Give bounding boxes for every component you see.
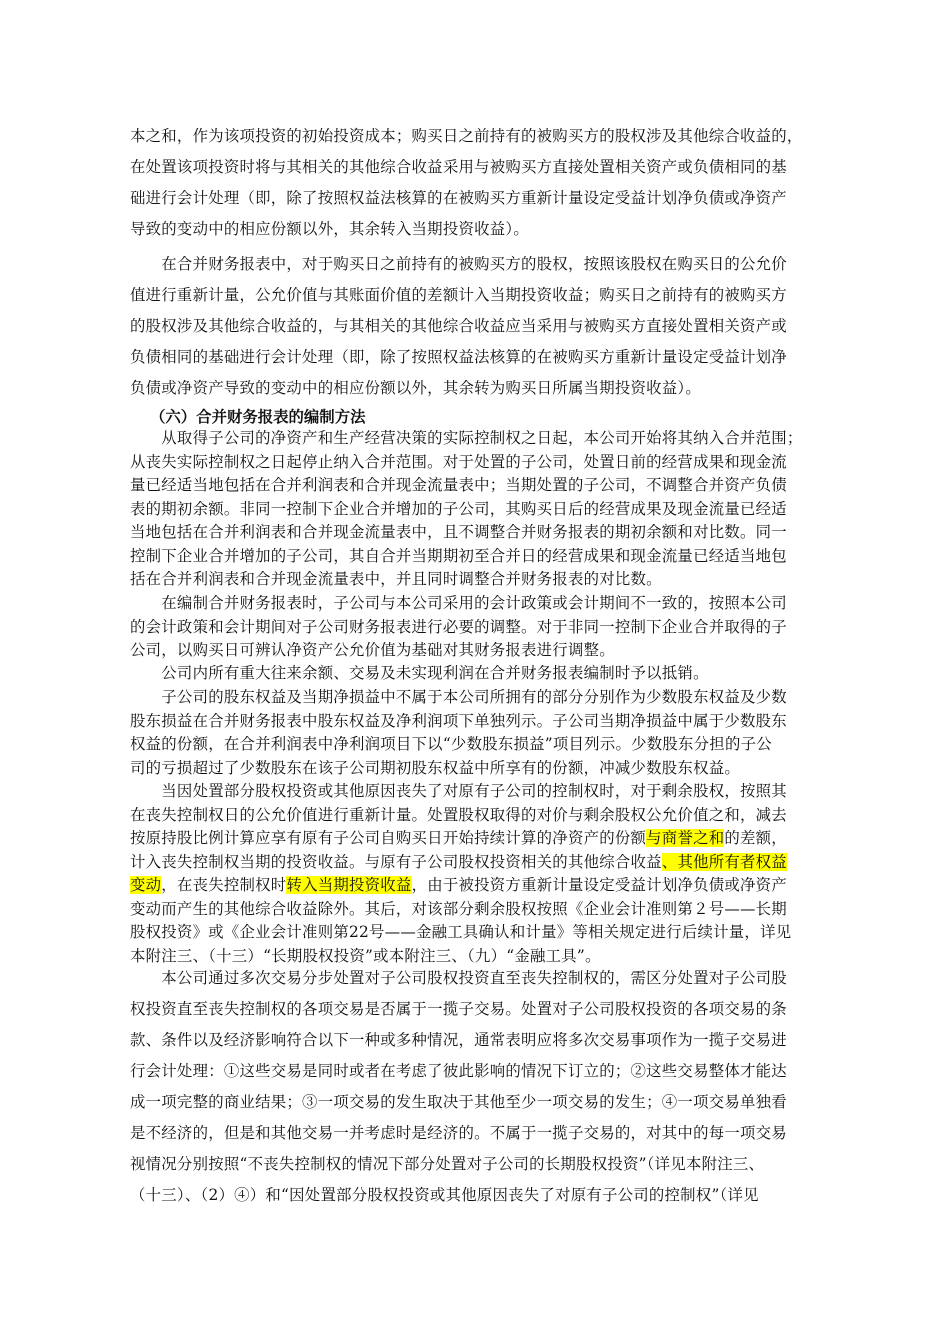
text-line: 当地包括在合并利润表和合并现金流量表中，且不调整合并财务报表的期初余额和对比数。同一 — [130, 523, 787, 541]
text-line: 行会计处理：①这些交易是同时或者在考虑了彼此影响的情况下订立的；②这些交易整体才能达 — [130, 1062, 787, 1080]
paragraph-accounting-policy-adjustment — [130, 592, 842, 663]
text-line: 值进行重新计量，公允价值与其账面价值的差额计入当期投资收益；购买日之前持有的被购买方 — [130, 286, 787, 304]
text-line: 股东损益在合并财务报表中股东权益及净利润项下单独列示。子公司当期净损益中属于少数股东 — [130, 711, 787, 730]
text-line: 负债相同的基础进行会计处理（即，除了按照权益法核算的在被购买方重新计量设定受益计划净 — [130, 348, 787, 366]
text-line: 的会计政策和会计期间对子公司财务报表进行必要的调整。对于非同一控制下企业合并取得的子 — [130, 617, 787, 636]
text-line: 在合并财务报表中，对于购买日之前持有的被购买方的股权，按照该股权在购买日的公允价 — [130, 255, 787, 273]
text-line: 控制下企业合并增加的子公司，其自合并当期期初至合并日的经营成果和现金流量已经适当地包 — [130, 546, 787, 565]
text-line: 公司，以购买日可辨认净资产公允价值为基础对其财务报表进行调整。 — [130, 641, 615, 659]
text-line: 子公司的股东权益及当期净损益中不属于本公司所拥有的部分分别作为少数股东权益及少数 — [130, 688, 787, 706]
section-heading: （六）合并财务报表的编制方法 — [150, 408, 366, 426]
text-run: 的差额， — [724, 829, 787, 847]
highlighted-text: 变动 — [130, 876, 162, 894]
text-line: 在编制合并财务报表时，子公司与本公司采用的会计政策或会计期间不一致的，按照本公司 — [130, 594, 787, 612]
text-line: 从取得子公司的净资产和生产经营决策的实际控制权之日起，本公司开始将其纳入合并范围； — [130, 429, 803, 447]
text-line: 本附注三、（十三）“长期股权投资”或本附注三、（九）“金融工具”。 — [130, 946, 601, 965]
text-run: ，由于被投资方重新计量设定受益计划净负债或净资产 — [411, 876, 787, 894]
text-line: 成一项完整的商业结果；③一项交易的发生取决于其他至少一项交易的发生；④一项交易单独看 — [130, 1093, 787, 1111]
text-line: 表的期初余额。非同一控制下企业合并增加的子公司，其购买日后的经营成果及现金流量已经适 — [130, 499, 787, 518]
text-line: 负债或净资产导致的变动中的相应份额以外，其余转为购买日所属当期投资收益）。 — [130, 379, 702, 397]
text-line: 导致的变动中的相应份额以外，其余转入当期投资收益）。 — [130, 220, 529, 238]
text-run: 按原持股比例计算应享有原有子公司自购买日开始持续计算的净资产的份额 — [130, 829, 647, 847]
text-line: 权投资直至丧失控制权的各项交易是否属于一揽子交易。处置对子公司股权投资的各项交易的条 — [130, 1000, 787, 1018]
text-run: 计入丧失控制权当期的投资收益。与原有子公司股权投资相关的其他综合收益 — [130, 852, 662, 871]
text-line: 在处置该项投资时将与其相关的其他综合收益采用与被购买方直接处置相关资产或负债相同的基 — [130, 158, 787, 176]
text-line: 视情况分别按照“不丧失控制权的情况下部分处置对子公司的长期股权投资”（详见本附注三、 — [130, 1155, 765, 1173]
text-line: 括在合并利润表和合并现金流量表中，并且同时调整合并财务报表的对比数。 — [130, 570, 662, 588]
highlighted-text: 、其他所有者权益 — [661, 852, 787, 871]
text-line: 础进行会计处理（即，除了按照权益法核算的在被购买方重新计量设定受益计划净负债或净资产 — [130, 189, 787, 207]
highlighted-text: 与商誉之和 — [646, 829, 725, 847]
text-line: 本公司通过多次交易分步处置对子公司股权投资直至丧失控制权的，需区分处置对子公司股 — [130, 969, 787, 987]
text-line: 的股权涉及其他综合收益的，与其相关的其他综合收益应当采用与被购买方直接处置相关资产或 — [130, 317, 787, 335]
text-line: 本之和，作为该项投资的初始投资成本；购买日之前持有的被购买方的股权涉及其他综合收益的， — [130, 127, 803, 145]
paragraph-loss-of-control — [130, 780, 842, 968]
paragraph-elimination — [130, 662, 842, 686]
text-line: 量已经适当地包括在合并利润表和合并现金流量表中；当期处置的子公司，不调整合并资产负债 — [130, 476, 787, 494]
paragraph-consolidated-remeasurement — [130, 249, 842, 404]
paragraph-initial-cost — [130, 121, 842, 245]
text-line — [130, 851, 842, 875]
paragraph-consolidation-scope — [130, 427, 842, 592]
text-line — [130, 874, 842, 898]
text-line: 从丧失实际控制权之日起停止纳入合并范围。对于处置的子公司，处置日前的经营成果和现金流 — [130, 452, 787, 471]
text-line: 变动而产生的其他综合收益除外。其后，对该部分剩余股权按照《企业会计准则第２号——长期 — [130, 899, 787, 918]
text-line: 司的亏损超过了少数股东在该子公司期初股东权益中所享有的份额，冲减少数股东权益。 — [130, 758, 740, 777]
text-line — [130, 827, 842, 851]
text-line: 公司内所有重大往来余额、交易及未实现利润在合并财务报表编制时予以抵销。 — [130, 664, 709, 682]
paragraph-stepwise-disposal — [130, 963, 842, 1211]
paragraph-minority-interest — [130, 686, 842, 780]
text-line: 在丧失控制权日的公允价值进行重新计量。处置股权取得的对价与剩余股权公允价值之和，减去 — [130, 805, 787, 824]
text-line: 当因处置部分股权投资或其他原因丧失了对原有子公司的控制权时，对于剩余股权，按照其 — [130, 782, 787, 800]
text-line: 股权投资》或《企业会计准则第22号——金融工具确认和计量》等相关规定进行后续计量，详见 — [130, 923, 792, 941]
text-line: 是不经济的，但是和其他交易一并考虑时是经济的。不属于一揽子交易的，对其中的每一项交易 — [130, 1124, 787, 1142]
text-line: 款、条件以及经济影响符合以下一种或多种情况，通常表明应将多次交易事项作为一揽子交易进 — [130, 1031, 787, 1049]
highlighted-text: 转入当期投资收益 — [286, 876, 412, 894]
text-run: ，在丧失控制权时 — [161, 876, 287, 894]
text-line: 权益的份额，在合并利润表中净利润项目下以“少数股东损益”项目列示。少数股东分担的子公 — [130, 735, 772, 753]
text-line: （十三）、（2）④）和“因处置部分股权投资或其他原因丧失了对原有子公司的控制权”（详见 — [130, 1186, 759, 1204]
